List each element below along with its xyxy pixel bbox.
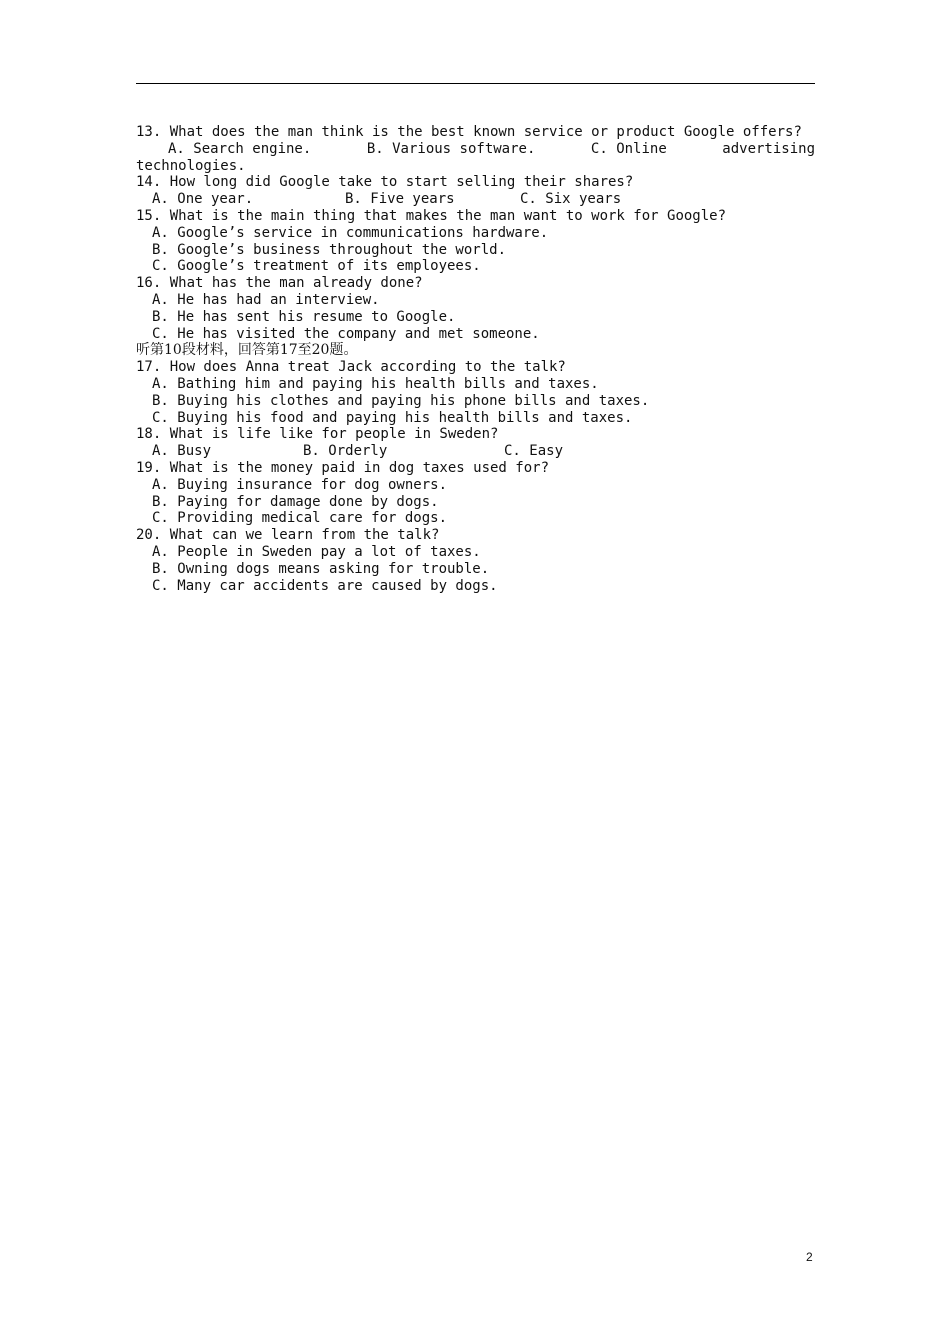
option-14a: A. One year. (152, 191, 254, 208)
option-14b: B. Five years (345, 191, 455, 208)
option-14c: C. Six years (520, 191, 622, 208)
question-list (136, 124, 815, 594)
question-20: 20. What can we learn from the talk? (136, 527, 440, 544)
option-13c-part1: C. Online (590, 140, 667, 157)
option-19b: B. Paying for damage done by dogs. (152, 493, 439, 510)
option-13b: B. Various software. (366, 140, 536, 157)
question-14: 14. How long did Google take to start selling their shares? (136, 174, 634, 191)
question-18-options (136, 443, 815, 460)
option-13a: A. Search engine. (168, 140, 312, 157)
question-13-options (136, 141, 815, 158)
section-note: 听第10段材料，回答第17至20题。 (136, 342, 358, 359)
question-18: 18. What is life like for people in Sweden? (136, 426, 499, 443)
option-15a: A. Google’s service in communications hardware. (152, 224, 549, 241)
option-18c: C. Easy (504, 443, 564, 460)
option-13c-part3: technologies. (136, 157, 246, 174)
option-18a: A. Busy (152, 443, 212, 460)
option-16b: B. He has sent his resume to Google. (152, 308, 456, 325)
question-15: 15. What is the main thing that makes the man want to work for Google? (136, 207, 727, 224)
option-20b: B. Owning dogs means asking for trouble. (152, 560, 490, 577)
option-20a: A. People in Sweden pay a lot of taxes. (152, 543, 481, 560)
question-17: 17. How does Anna treat Jack according to the talk? (136, 359, 566, 376)
option-15c: C. Google’s treatment of its employees. (152, 258, 481, 275)
option-19c: C. Providing medical care for dogs. (152, 510, 448, 527)
option-20c: C. Many car accidents are caused by dogs. (152, 577, 498, 594)
option-17b: B. Buying his clothes and paying his phone bills and taxes. (152, 392, 650, 409)
option-16c: C. He has visited the company and met someone. (152, 325, 540, 342)
option-13c-part2: advertising (722, 140, 815, 157)
option-19a: A. Buying insurance for dog owners. (152, 476, 448, 493)
option-16a: A. He has had an interview. (152, 291, 380, 308)
option-18b: B. Orderly (303, 443, 388, 460)
option-17a: A. Bathing him and paying his health bills and taxes. (152, 375, 599, 392)
page-number: 2 (806, 1250, 813, 1264)
option-15b: B. Google’s business throughout the world. (152, 241, 507, 258)
option-17c: C. Buying his food and paying his health bills and taxes. (152, 409, 633, 426)
question-13: 13. What does the man think is the best known service or product Google offers? (136, 124, 802, 140)
question-14-options (136, 191, 815, 208)
question-16: 16. What has the man already done? (136, 275, 423, 292)
header-rule (136, 83, 815, 84)
question-19: 19. What is the money paid in dog taxes used for? (136, 459, 550, 476)
